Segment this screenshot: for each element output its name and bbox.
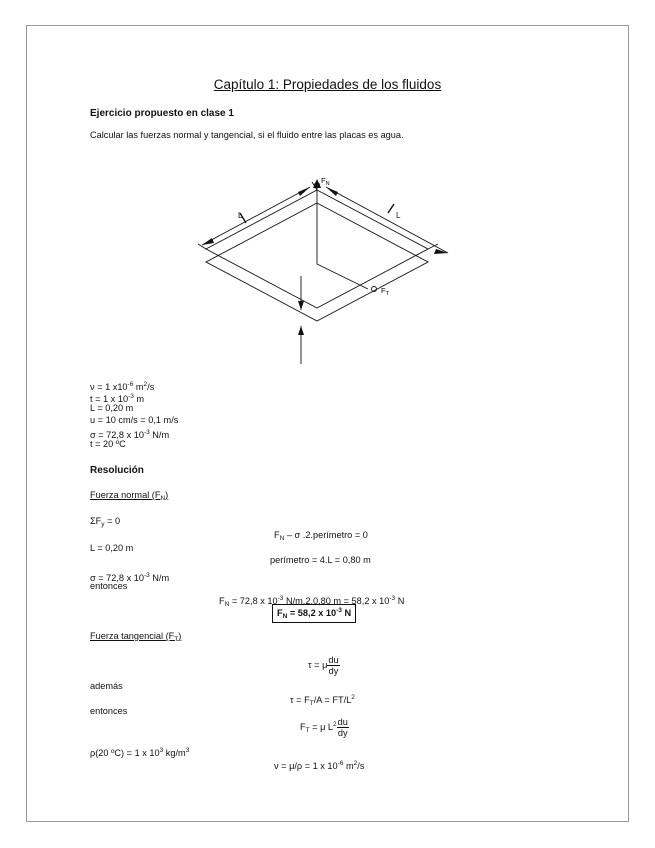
dim-line-left [202,187,310,245]
dim-arrow-right-top [326,187,338,196]
plates-diagram [190,168,460,373]
dim-line-right [326,187,448,253]
ft-equation: $F_T = \mu$ $L^2$ $\frac{du}{dy}$ [300,717,348,738]
tangential-force-label: F [381,286,386,295]
rho-value: ρ(20 ºC) = 1 x $10^3$ $kg/m^3$ [90,747,190,758]
tangential-entonces: entonces [90,706,128,716]
page-title: Capítulo 1: Propiedades de los fluidos [213,77,442,92]
normal-length: L = 0,20 m [90,543,134,553]
perimeter: perímetro = 4.L = 0,80 m [270,555,371,565]
sum-forces: $\Sigma F_y = 0$ [90,516,121,528]
data-length: L = 0,20 m [90,403,134,413]
tangential-force-line [317,264,368,289]
thickness-arrow-bottom [298,326,304,335]
resolution-heading: Resolución [90,465,144,476]
normal-force-heading: Fuerza normal $(F_N)$ [90,490,169,502]
dim-label-left: L [238,211,243,220]
thickness-arrow-top [298,301,304,310]
problem-statement: Calcular las fuerzas normal y tangencial, si el fluido entre las placas es agua. [90,130,404,140]
data-sigma: σ = 72,8 x $10^{-3}$ N/m [90,429,170,440]
tau-equation: τ = μ $\frac{du}{dy}$ [308,655,339,676]
normal-force-arrow [313,179,321,188]
tangential-force-heading: Fuerza tangencial $(F_T)$ [90,631,182,643]
svg-text:FN: $F_N$ [321,176,330,187]
normal-calculation: $F_N = 72,8$ x $10^{-3}$ N/m.2.0,80 m = 58,2 x $10^{-3}$ N [219,595,405,608]
normal-sigma: σ = 72,8 x $10^{-3}$ N/m [90,572,170,583]
normal-force-label: F [321,176,326,185]
dim-arrow-left-bottom [202,238,214,245]
nu-relation: ν = μ/ρ = 1 x $10^{-6}$ $m^2/s$ [274,760,365,771]
data-nu: ν = 1 $x10^{-6}$ $m^2/s$ [90,381,155,392]
data-velocity: u = 10 cm/s = 0,1 m/s [90,415,179,425]
exercise-heading: Ejercicio propuesto en clase 1 [90,108,234,119]
data-temperature: t = 20 ºC [90,439,126,449]
svg-text:FT: $F_T$ [381,286,389,297]
normal-entonces: entonces [90,581,128,591]
dim-label-right: L [396,211,401,220]
data-thickness: t = 1 x $10^{-3}$ m [90,393,145,404]
normal-result: $F_N = 58,2$ x $10^{-3}$ N [272,604,356,623]
ademas-label: además [90,681,123,691]
dim-tick-right [388,204,394,213]
tau-definition: $\tau = F_T/A = FT/L^2$ [290,694,355,707]
normal-equation: $F_N$ – σ .2.perímetro = 0 [274,530,368,542]
